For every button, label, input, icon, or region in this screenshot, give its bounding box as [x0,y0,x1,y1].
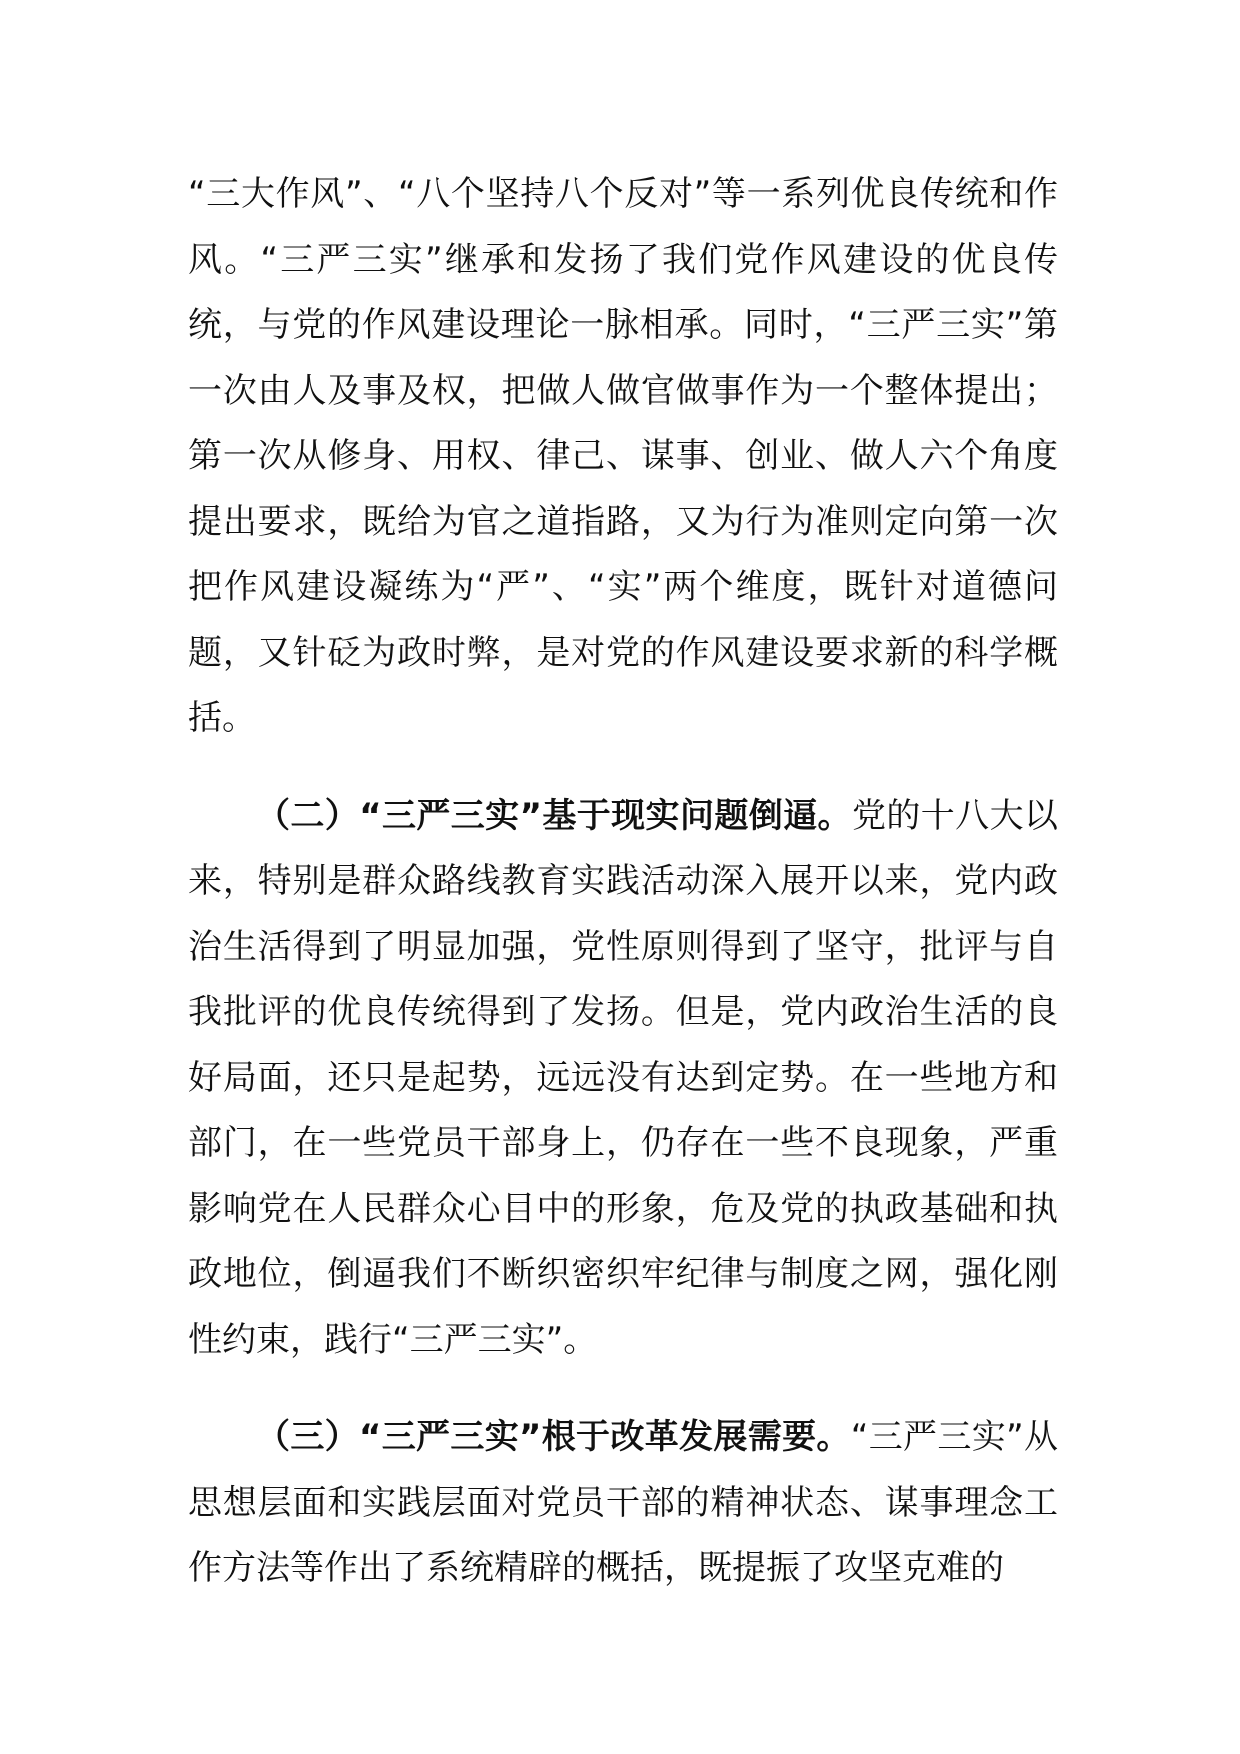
section-2-body: 党的十八大以来，特别是群众路线教育实践活动深入展开以来，党内政治生活得到了明显加强，党性原则得到了坚守，批评与自我批评的优良传统得到了发扬。但是，党内政治生活的良好局面，还只是起势，远远没有达到定势。在一些地方和部门，在一些党员干部身上，仍存在一些不良现象，严重影响党在人民群众心目中的形象，危及党的执政基础和执政地位，倒逼我们不断织密织牢纪律与制度之网，强化刚性约束，践行“三严三实”。 [188,795,1058,1360]
paragraph-section-3 [188,1405,1058,1602]
section-2-heading: （二）“三严三实”基于现实问题倒逼。 [256,795,852,836]
document-body [188,162,1058,1602]
paragraph-continued [188,162,1058,752]
paragraph-1-body: “三大作风”、“八个坚持八个反对”等一系列优良传统和作风。“三严三实”继承和发扬了我们党作风建设的优良传统，与党的作风建设理论一脉相承。同时，“三严三实”第一次由人及事及权，把做人做官做事作为一个整体提出；第一次从修身、用权、律己、谋事、创业、做人六个角度提出要求，既给为官之道指路，又为行为准则定向第一次把作风建设凝练为“严”、“实”两个维度，既针对道德问题，又针砭为政时弊，是对党的作风建设要求新的科学概括。 [188,174,1058,738]
section-3-body: “三严三实”从思想层面和实践层面对党员干部的精神状态、谋事理念工作方法等作出了系统精辟的概括，既提振了攻坚克难的 [188,1417,1058,1588]
paragraph-section-2 [188,784,1058,1374]
section-3-heading: （三）“三严三实”根于改革发展需要。 [256,1417,851,1457]
